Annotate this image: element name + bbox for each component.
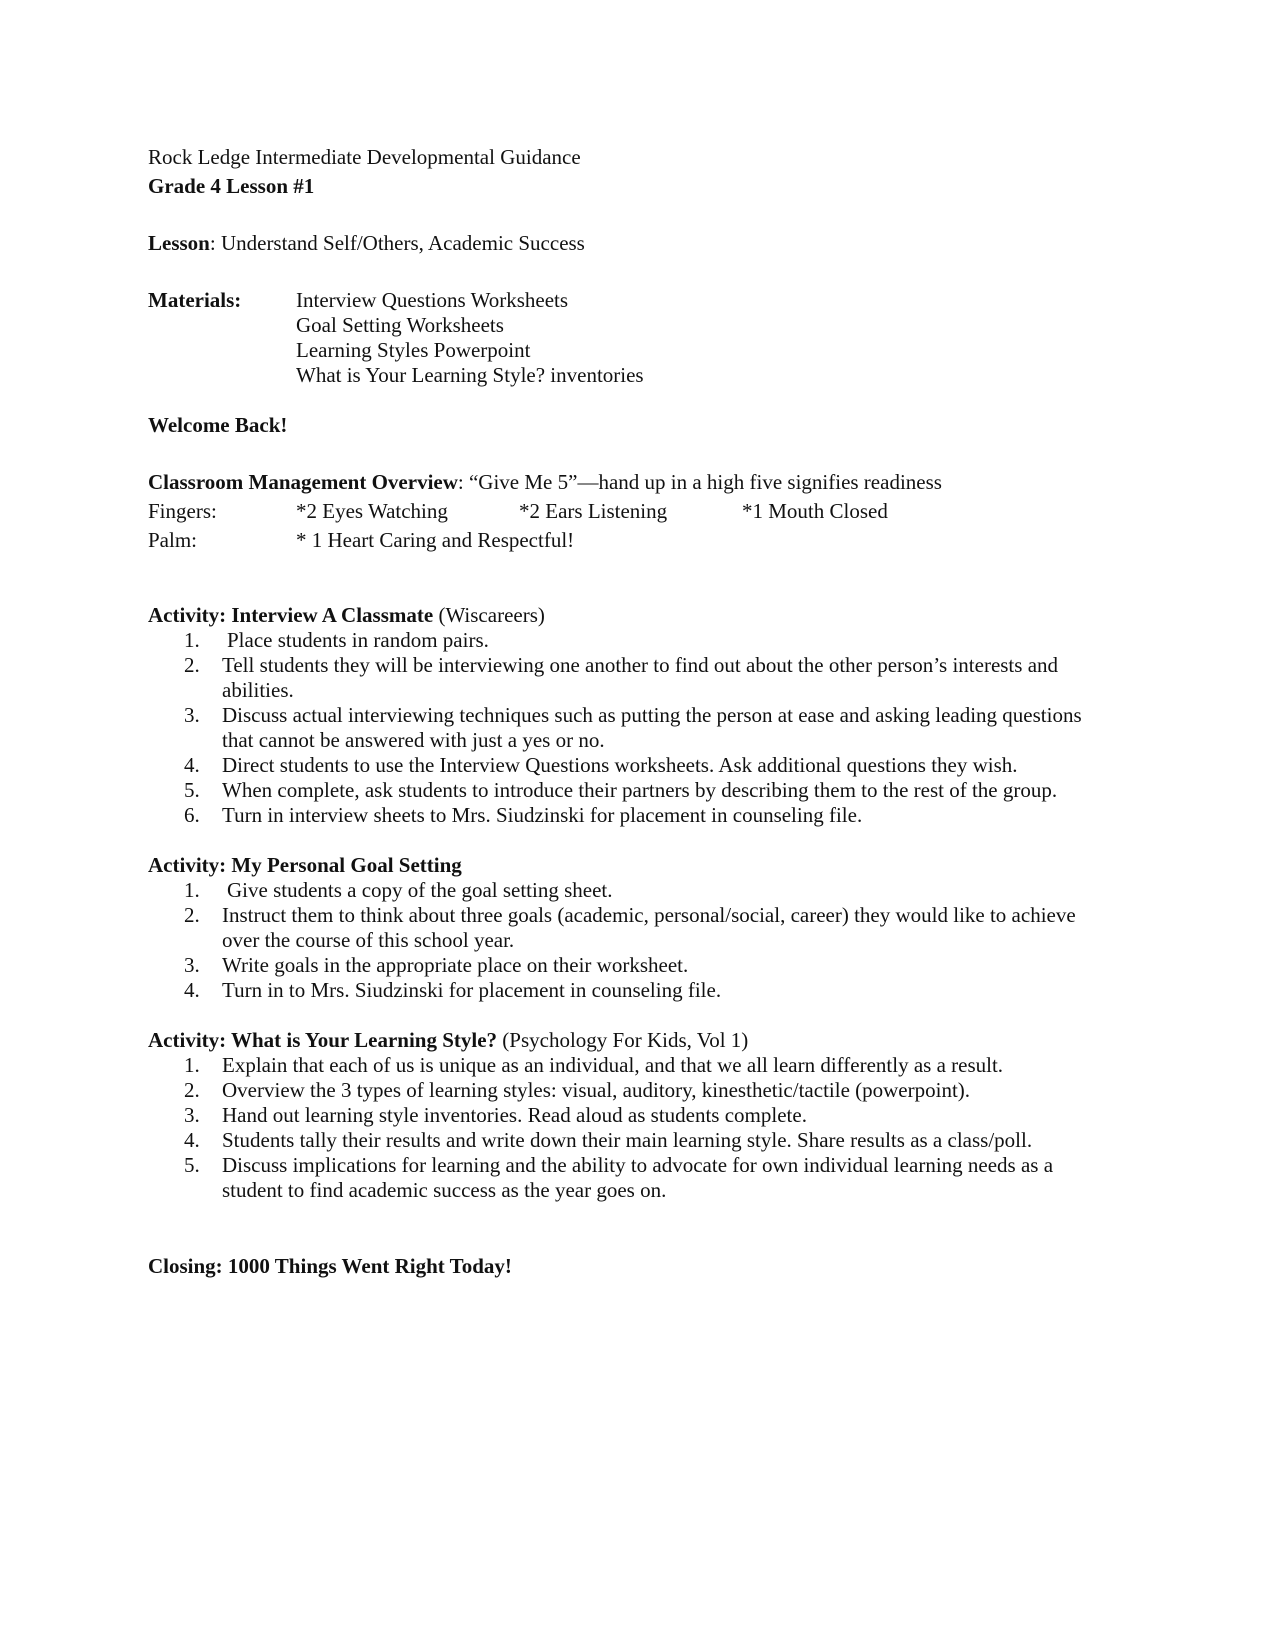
materials-item: What is Your Learning Style? inventories: [296, 363, 644, 387]
step-text: Write goals in the appropriate place on their worksheet.: [222, 953, 689, 977]
lesson-line: Lesson: Understand Self/Others, Academic Success: [148, 231, 585, 255]
materials-list: [296, 288, 644, 388]
list-item: 5. When complete, ask students to introduce their partners by describing them to the rest of the group.: [148, 778, 1108, 803]
palm-row: [148, 526, 1148, 555]
palm-label: Palm:: [148, 528, 198, 552]
materials-item: Learning Styles Powerpoint: [296, 338, 531, 362]
materials-item: Interview Questions Worksheets: [296, 288, 569, 312]
activity1-title: Activity: Interview A Classmate: [148, 603, 434, 627]
list-item: 5. Discuss implications for learning and the ability to advocate for own individual learning needs as a student to find academic success as the year goes on.: [148, 1153, 1108, 1203]
closing-heading: Closing: 1000 Things Went Right Today!: [148, 1254, 512, 1278]
step-text: Instruct them to think about three goals (academic, personal/social, career) they would like to achieve over the course of this school year.: [222, 903, 1076, 952]
step-text: Place students in random pairs.: [227, 628, 489, 652]
lesson-value: Understand Self/Others, Academic Success: [220, 231, 585, 255]
step-text: Discuss implications for learning and the ability to advocate for own individual learning needs as a student to find academic success as the year goes on.: [222, 1153, 1054, 1202]
list-item: 1. Give students a copy of the goal setting sheet.: [148, 878, 1108, 903]
materials-item: Goal Setting Worksheets: [296, 313, 504, 337]
list-item: 4. Students tally their results and write down their main learning style. Share results as a class/poll.: [148, 1128, 1108, 1153]
grade-lesson-heading: Grade 4 Lesson #1: [148, 174, 315, 198]
activity2-steps: [148, 878, 1148, 1003]
list-item: 3. Hand out learning style inventories. Read aloud as students complete.: [148, 1103, 1108, 1128]
document-page: [148, 145, 1148, 1279]
palm-text: * 1 Heart Caring and Respectful!: [296, 528, 575, 552]
list-item: 1. Explain that each of us is unique as an individual, and that we all learn differently as a result.: [148, 1053, 1108, 1078]
activity1-source: (Wiscareers): [438, 603, 545, 627]
materials-label-wrap: Materials:: [148, 288, 242, 312]
activity3-title: Activity: What is Your Learning Style?: [148, 1028, 498, 1052]
activity3-source: (Psychology For Kids, Vol 1): [502, 1028, 749, 1052]
fingers-ears: *2 Ears Listening: [519, 499, 668, 523]
activity3-steps: [148, 1053, 1148, 1203]
step-text: Hand out learning style inventories. Read aloud as students complete.: [222, 1103, 807, 1127]
list-item: 3. Write goals in the appropriate place on their worksheet.: [148, 953, 1108, 978]
step-text: Explain that each of us is unique as an individual, and that we all learn differently as a result.: [222, 1053, 1004, 1077]
list-item: 1. Place students in random pairs.: [148, 628, 1108, 653]
step-text: Discuss actual interviewing techniques such as putting the person at ease and asking leading questions that cannot be answered with just a yes or no.: [222, 703, 1082, 752]
step-text: Students tally their results and write down their main learning style. Share results as a class/poll.: [222, 1128, 1033, 1152]
list-item: 6. Turn in interview sheets to Mrs. Siudzinski for placement in counseling file.: [148, 803, 1108, 828]
activity1-steps: [148, 628, 1148, 828]
step-text: Tell students they will be interviewing one another to find out about the other person’s interests and abilities.: [222, 653, 1059, 702]
list-item: 4. Turn in to Mrs. Siudzinski for placement in counseling file.: [148, 978, 1108, 1003]
step-text: Turn in interview sheets to Mrs. Siudzinski for placement in counseling file.: [222, 803, 863, 827]
materials-label: Materials: [148, 288, 235, 312]
fingers-eyes: *2 Eyes Watching: [296, 499, 448, 523]
activity1-heading: [148, 603, 1148, 628]
fingers-mouth: *1 Mouth Closed: [742, 499, 888, 523]
step-text: When complete, ask students to introduce their partners by describing them to the rest of the group.: [222, 778, 1058, 802]
activity2-heading: Activity: My Personal Goal Setting: [148, 853, 462, 877]
step-text: Direct students to use the Interview Questions worksheets. Ask additional questions they wish.: [222, 753, 1018, 777]
fingers-label: Fingers:: [148, 499, 217, 523]
list-item: 4. Direct students to use the Interview Questions worksheets. Ask additional questions they wish.: [148, 753, 1108, 778]
activity3-heading: [148, 1028, 1148, 1053]
step-text: Overview the 3 types of learning styles: visual, auditory, kinesthetic/tactile (powerpoint).: [222, 1078, 971, 1102]
school-title: Rock Ledge Intermediate Developmental Guidance: [148, 145, 581, 169]
lesson-label: Lesson: [148, 231, 210, 255]
list-item: 3. Discuss actual interviewing techniques such as putting the person at ease and asking leading questions that cannot be answered with just a yes or no.: [148, 703, 1108, 753]
step-text: Give students a copy of the goal setting sheet.: [227, 878, 613, 902]
fingers-row: [148, 497, 1148, 526]
list-item: 2. Overview the 3 types of learning styles: visual, auditory, kinesthetic/tactile (powerpoint).: [148, 1078, 1108, 1103]
list-item: 2. Instruct them to think about three goals (academic, personal/social, career) they would like to achieve over the course of this school year.: [148, 903, 1108, 953]
classroom-management-line: Classroom Management Overview : “Give Me 5”—hand up in a high five signifies readiness: [148, 468, 1148, 497]
step-text: Turn in to Mrs. Siudzinski for placement in counseling file.: [222, 978, 722, 1002]
classroom-management-text: “Give Me 5”—hand up in a high five signifies readiness: [468, 470, 942, 494]
list-item: 2. Tell students they will be interviewing one another to find out about the other person’s interests and abilities.: [148, 653, 1108, 703]
classroom-management-label: Classroom Management Overview: [148, 470, 458, 494]
welcome-heading: Welcome Back!: [148, 413, 288, 437]
materials-block: [148, 288, 1148, 388]
